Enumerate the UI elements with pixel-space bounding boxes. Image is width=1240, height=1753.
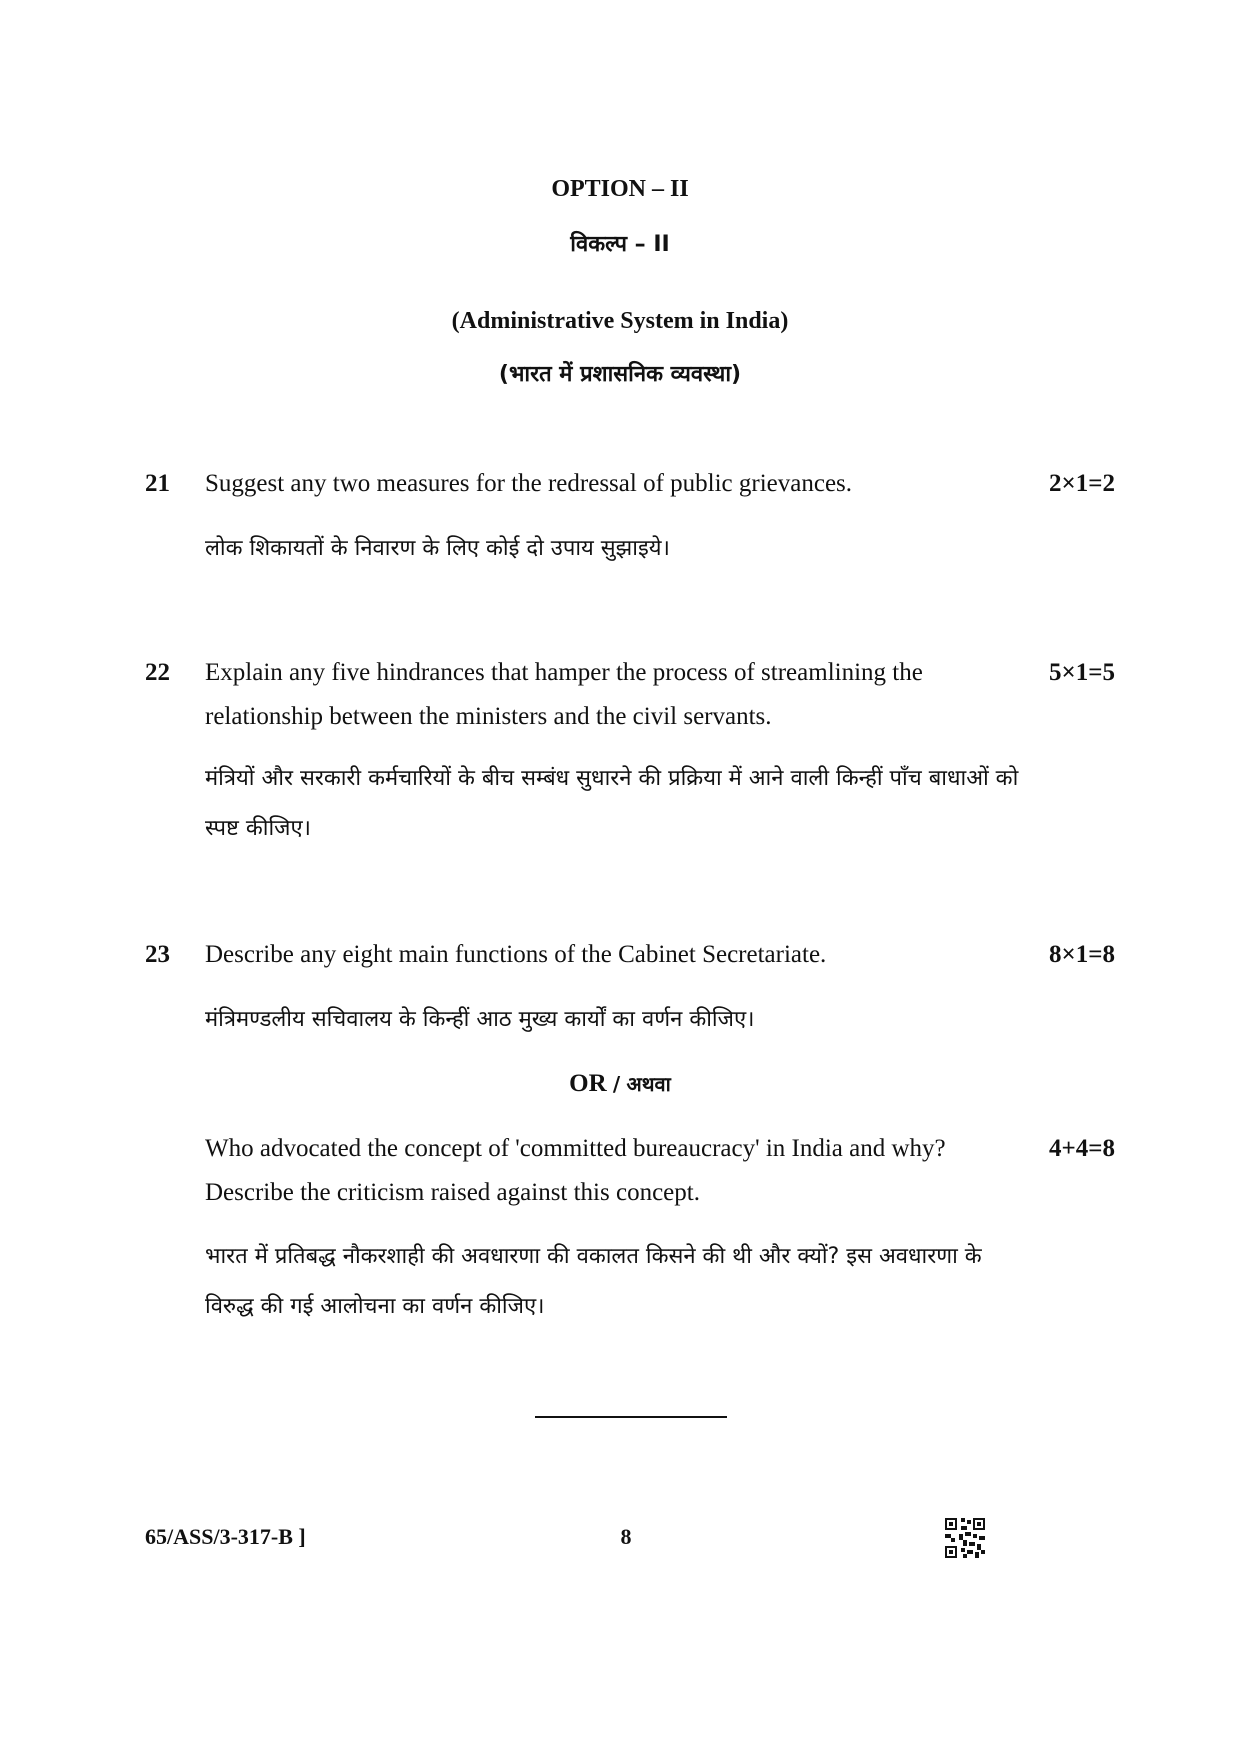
option-title-hi: विकल्प – II [570, 232, 670, 257]
or-label-hi: अथवा [626, 1072, 671, 1096]
question-text-en: Describe any eight main functions of the Cabinet Secretariate. [205, 941, 827, 968]
question-marks: 5×1=5 [1049, 659, 1115, 686]
page-number: 8 [620, 1524, 632, 1549]
question-text-hi: मंत्रिमण्डलीय सचिवालय के किन्हीं आठ मुख्य कार्यों का वर्णन कीजिए। [205, 1007, 755, 1032]
question-text-en: Suggest any two measures for the redressal of public grievances. [205, 470, 853, 497]
question-number: 22 [145, 659, 170, 686]
or-separator [0, 1070, 1240, 1098]
option-title-en: OPTION – II [551, 176, 689, 202]
or-label-en: OR [569, 1070, 607, 1097]
question-number: 23 [145, 941, 170, 968]
alternative-question-marks: 4+4=8 [1049, 1135, 1115, 1162]
alternative-question-text-en: Who advocated the concept of 'committed bureaucracy' in India and why? Describe the criticism raised against this concept. [205, 1135, 946, 1206]
subject-title-hi: (भारत में प्रशासनिक व्यवस्था) [498, 362, 742, 387]
alternative-question-text-hi: भारत में प्रतिबद्ध नौकरशाही की अवधारणा की वकालत किसने की थी और क्यों? इस अवधारणा के विरुद्ध की गई आलोचना का वर्णन कीजिए। [205, 1244, 982, 1319]
end-of-questions-rule [535, 1416, 727, 1418]
question-marks: 8×1=8 [1049, 941, 1115, 968]
paper-code: 65/ASS/3-317-B ] [145, 1524, 306, 1549]
question-marks: 2×1=2 [1049, 470, 1115, 497]
question-number: 21 [145, 470, 170, 497]
subject-title-en: (Administrative System in India) [451, 308, 789, 334]
or-slash: / [612, 1072, 621, 1096]
question-text-hi: लोक शिकायतों के निवारण के लिए कोई दो उपाय सुझाइये। [205, 536, 670, 561]
qr-code-icon [945, 1518, 985, 1558]
question-text-hi: मंत्रियों और सरकारी कर्मचारियों के बीच सम्बंध सुधारने की प्रक्रिया में आने वाली किन्हीं पाँच बाधाओं को स्पष्ट कीजिए। [205, 766, 1019, 841]
question-text-en: Explain any five hindrances that hamper the process of streamlining the relationship between the ministers and the civil servants. [205, 659, 923, 730]
